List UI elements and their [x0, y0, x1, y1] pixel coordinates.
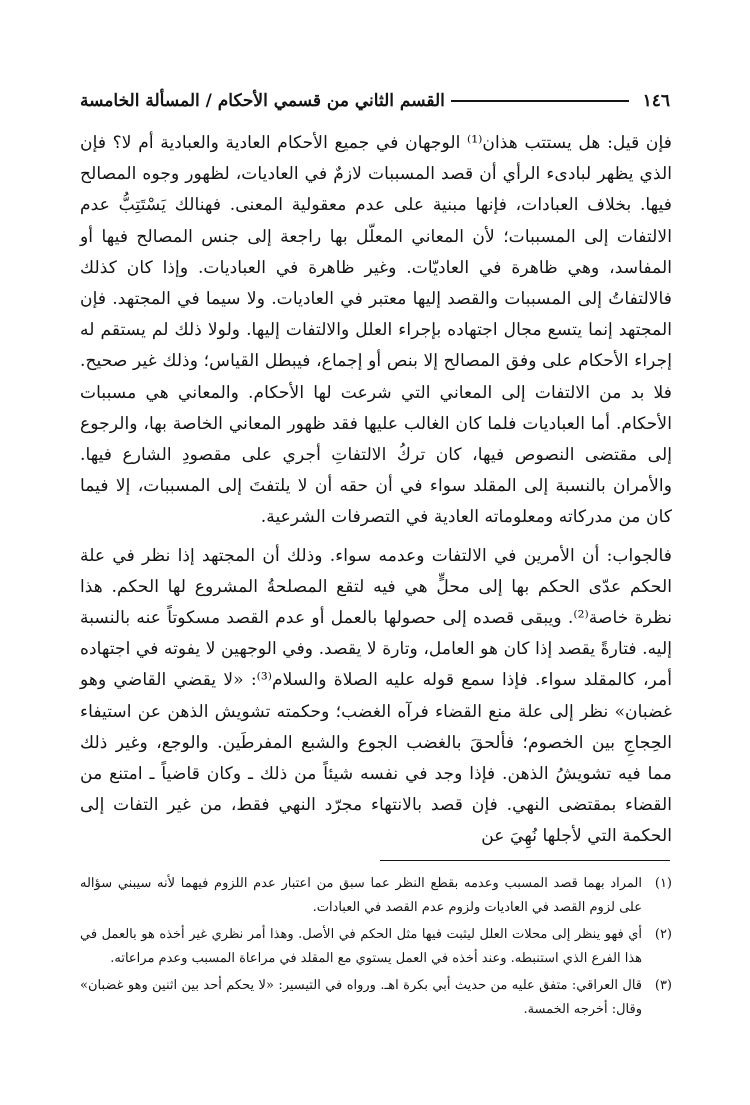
footnote-text: قال العراقي: متفق عليه من حديث أبي بكرة اهـ. ورواه في التيسير: «لا يحكم أحد بين اثنين وهو غضبان» وقال: أخرجه الخمسة.: [80, 978, 642, 1017]
paragraph-question: فإن قيل: هل يستتب هذان⁽¹⁾ الوجهان في جميع الأحكام العادية والعبادية أم لا؟ فإن الذي يظهر لبادىء الرأي أن قصد المسببات لازمٌ في العاديات، لظهور وجوه المصالح فيها. بخلاف العبادات، فإنها مبنية على عدم معقولية المعنى. فهنالك يَسْتَتِبُّ عدم الالتفات إلى المسببات؛ لأن المعاني المعلّل بها راجعة إلى جنس المصالح فيها أو المفاسد، وهي ظاهرة في العاديّات. وغير ظاهرة في العباديات. وإذا كان كذلك فالالتفاتُ إلى المسببات والقصد إليها معتبر في العاديات. ولا سيما في المجتهد. فإن المجتهد إنما يتسع مجال اجتهاده بإجراء العلل والالتفات إليها. ولولا ذلك لم يستقم له إجراء الأحكام على وفق المصالح إلا بنص أو إجماع، فيبطل القياس؛ وذلك غير صحيح. فلا بد من الالتفات إلى المعاني التي شرعت لها الأحكام. والمعاني هي مسببات الأحكام. أما العباديات فلما كان الغالب عليها فقد ظهور المعاني الخاصة بها، والرجوع إلى مقتضى النصوص فيها، كان تركُ الالتفاتِ أجري على مقصودِ الشارع فيها. والأمران بالنسبة إلى المقلد سواء في أن حقه أن لا يلتفتَ إلى المسببات، إلا فيما كان من مدركاته ومعلوماته العادية في التصرفات الشرعية.: [80, 133, 672, 528]
footnotes: [80, 872, 672, 1025]
paragraph-answer: فالجواب: أن الأمرين في الالتفات وعدمه سواء. وذلك أن المجتهد إذا نظر في علة الحكم عدّى الحكم بها إلى محلٍّ هي فيه لتقع المصلحةُ المشروع لها الحكم. هذا نظرة خاصة⁽²⁾. ويبقى قصده إلى حصولها بالعمل أو عدم القصد مسكوتاً عنه بالنسبة إليه. فتارةً يقصد إذا كان هو العامل، وتارة لا يقصد. وفي الوجهين لا يفوته في اجتهاده أمر، كالمقلد سواء. فإذا سمع قوله عليه الصلاة والسلام⁽³⁾: «لا يقضي القاضي وهو غضبان» نظر إلى علة منع القضاء فرآه الغضب؛ وحكمته تشويش الذهن عن استيفاء الحِجاجِ بين الخصوم؛ فألحقَ بالغضب الجوع والشبع المفرطَين. والوجع، وغير ذلك مما فيه تشويشُ الذهن. فإذا وجد في نفسه شيئاً من ذلك ـ وكان قاضياً ـ امتنع من القضاء بمقتضى النهي. فإن قصد بالانتهاء مجرّد النهي فقط، من غير التفات إلى الحكمة التي لأجلها نُهِيَ عن: [80, 545, 672, 847]
page-number: ١٤٦: [642, 91, 670, 111]
footnote-2: [80, 923, 672, 971]
footnote-marker: (٣): [654, 978, 672, 993]
running-header: [80, 86, 670, 116]
header-rule: [451, 100, 629, 102]
footnote-marker: (٢): [654, 927, 672, 942]
footnote-marker: (١): [654, 876, 672, 891]
main-text: [80, 128, 672, 853]
footnote-1: [80, 872, 672, 920]
footnote-text: المراد بهما قصد المسبب وعدمه بقطع النظر عما سبق من اعتبار عدم اللزوم فيهما لأنه سيبني سؤاله على لزوم القصد في العاديات ولزوم عدم القصد في العبادات.: [80, 876, 642, 915]
footnote-text: أي فهو ينظر إلى محلات العلل ليثبت فيها مثل الحكم في الأصل. وهذا أمر نظري غير أخذه هو بالعمل في هذا الفرع الذي استنبطه. وعند أخذه في العمل يستوي مع المقلد في مراعاة المسبب وعدم مراعاته.: [80, 927, 642, 966]
footnote-separator: [380, 860, 670, 861]
running-title: القسم الثاني من قسمي الأحكام / المسألة الخامسة: [80, 91, 445, 111]
footnote-3: [80, 974, 672, 1022]
